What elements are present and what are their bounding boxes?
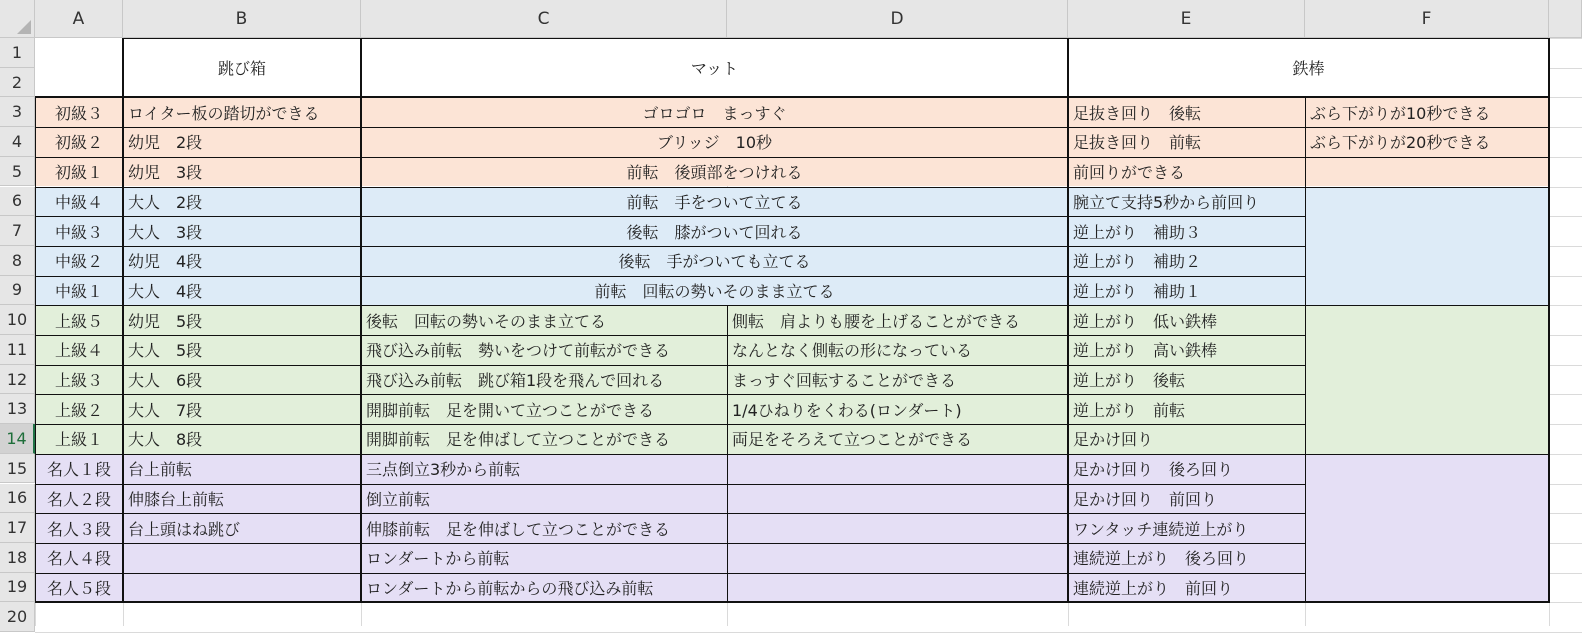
- tetsubou-e-cell[interactable]: 逆上がり 高い鉄棒: [1073, 341, 1218, 361]
- tetsubou-e-cell[interactable]: 足かけ回り 前回り: [1073, 489, 1218, 509]
- level-cell[interactable]: 中級２: [54, 252, 103, 272]
- level-cell[interactable]: 初級１: [54, 163, 103, 183]
- tetsubou-e-cell[interactable]: 逆上がり 前転: [1073, 400, 1186, 420]
- column-header-e[interactable]: E: [1068, 0, 1305, 38]
- header-tetsubou[interactable]: 鉄棒: [1292, 59, 1325, 79]
- level-cell[interactable]: 名人１段: [46, 460, 111, 480]
- tobibako-cell[interactable]: 台上頭はね跳び: [128, 519, 241, 539]
- level-cell[interactable]: 名人３段: [46, 519, 111, 539]
- cell-border-h: [35, 305, 1306, 306]
- tetsubou-e-cell[interactable]: 前回りができる: [1073, 163, 1186, 183]
- column-header-empty[interactable]: [1549, 0, 1582, 38]
- mat-merged-cell[interactable]: 後転 膝がついて回れる: [626, 222, 803, 242]
- tetsubou-f-cell[interactable]: [1305, 157, 1549, 187]
- row-header-7[interactable]: 7: [0, 216, 35, 246]
- cell-border-h: [1305, 127, 1550, 128]
- cell-border-h: [1305, 305, 1550, 306]
- cell-border-v: [727, 305, 728, 602]
- cell-border-h: [35, 157, 1306, 158]
- mat-d-cell[interactable]: [727, 573, 1068, 603]
- row-header-2[interactable]: 2: [0, 68, 35, 98]
- tobibako-cell[interactable]: 大人 8段: [128, 430, 203, 450]
- mat-d-cell[interactable]: 側転 肩よりも腰を上げることができる: [732, 311, 1021, 331]
- row-header-5[interactable]: 5: [0, 157, 35, 187]
- tetsubou-f-cell[interactable]: ぶら下がりが20秒できる: [1310, 133, 1491, 153]
- tobibako-cell[interactable]: 幼児 3段: [128, 163, 203, 183]
- tobibako-cell[interactable]: 大人 3段: [128, 222, 203, 242]
- row-header-18[interactable]: 18: [0, 543, 35, 573]
- cell-border-v: [122, 38, 124, 602]
- row-header-15[interactable]: 15: [0, 454, 35, 484]
- tobibako-cell[interactable]: 伸膝台上前転: [128, 489, 225, 509]
- tetsubou-e-cell[interactable]: 逆上がり 後転: [1073, 371, 1186, 391]
- tetsubou-e-cell[interactable]: 連続逆上がり 後ろ回り: [1073, 549, 1250, 569]
- column-header-c[interactable]: C: [361, 0, 727, 38]
- level-cell[interactable]: 中級３: [54, 222, 103, 242]
- tobibako-cell[interactable]: 幼児 4段: [128, 252, 203, 272]
- column-header-f[interactable]: F: [1305, 0, 1549, 38]
- tobibako-cell[interactable]: 大人 7段: [128, 400, 203, 420]
- row-header-3[interactable]: 3: [0, 97, 35, 127]
- mat-c-cell[interactable]: 飛び込み前転 跳び箱1段を飛んで回れる: [366, 371, 665, 391]
- tetsubou-e-cell[interactable]: 足抜き回り 前転: [1073, 133, 1202, 153]
- row-header-17[interactable]: 17: [0, 513, 35, 543]
- tetsubou-e-cell[interactable]: 逆上がり 低い鉄棒: [1073, 311, 1218, 331]
- row-header-13[interactable]: 13: [0, 394, 35, 424]
- cell-border-v: [35, 97, 36, 602]
- cell-border-h: [35, 513, 1306, 514]
- level-cell[interactable]: 上級５: [54, 311, 103, 331]
- level-cell[interactable]: 中級４: [54, 192, 103, 212]
- tetsubou-e-cell[interactable]: 足抜き回り 後転: [1073, 103, 1202, 123]
- mat-d-cell[interactable]: 両足をそろえて立つことができる: [732, 430, 973, 450]
- mat-merged-cell[interactable]: 前転 回転の勢いそのまま立てる: [594, 281, 835, 301]
- level-cell[interactable]: 初級２: [54, 133, 103, 153]
- level-cell[interactable]: 上級３: [54, 371, 103, 391]
- tobibako-cell[interactable]: 大人 5段: [128, 341, 203, 361]
- cell-border-h: [35, 335, 1306, 336]
- row-header-11[interactable]: 11: [0, 335, 35, 365]
- column-header-b[interactable]: B: [123, 0, 361, 38]
- row-header-6[interactable]: 6: [0, 187, 35, 217]
- level-cell[interactable]: 中級１: [54, 281, 103, 301]
- tetsubou-e-cell[interactable]: ワンタッチ連続逆上がり: [1073, 519, 1249, 539]
- cell-border-h: [35, 424, 1306, 425]
- row-header-19[interactable]: 19: [0, 573, 35, 603]
- mat-c-cell[interactable]: 三点倒立3秒から前転: [366, 460, 521, 480]
- tobibako-cell[interactable]: 台上前転: [128, 460, 193, 480]
- mat-d-cell[interactable]: [727, 454, 1068, 484]
- tobibako-cell[interactable]: 大人 2段: [128, 192, 203, 212]
- row-header-9[interactable]: 9: [0, 276, 35, 306]
- level-cell[interactable]: 上級２: [54, 400, 103, 420]
- tobibako-cell[interactable]: 大人 4段: [128, 281, 203, 301]
- cell-border-h: [35, 454, 1306, 455]
- cell-border-h: [1305, 157, 1550, 158]
- level-cell[interactable]: 名人４段: [46, 549, 111, 569]
- select-all-triangle-icon: [17, 20, 31, 34]
- tobibako-cell[interactable]: [123, 543, 361, 573]
- cell-border-h: [35, 246, 1306, 247]
- tetsubou-e-cell[interactable]: 足かけ回り 後ろ回り: [1073, 460, 1234, 480]
- mat-d-cell[interactable]: まっすぐ回転することができる: [732, 371, 957, 391]
- level-cell[interactable]: 名人５段: [46, 578, 111, 598]
- cell-border-h: [35, 187, 1306, 188]
- row-header-12[interactable]: 12: [0, 365, 35, 395]
- cell-border-h: [35, 601, 1550, 603]
- cell-border-h: [35, 365, 1306, 366]
- tetsubou-e-cell[interactable]: 逆上がり 補助１: [1073, 281, 1202, 301]
- tobibako-cell[interactable]: ロイター板の踏切ができる: [128, 103, 320, 123]
- row-header-14[interactable]: 14: [0, 424, 35, 454]
- cell-border-v: [1305, 97, 1306, 602]
- row-header-20[interactable]: 20: [0, 602, 35, 632]
- mat-d-cell[interactable]: [727, 484, 1068, 514]
- cell-border-h: [35, 543, 1306, 544]
- column-header-a[interactable]: A: [35, 0, 123, 38]
- tetsubou-e-cell[interactable]: 足かけ回り: [1073, 430, 1154, 450]
- cell-border-h: [35, 484, 1306, 485]
- mat-c-cell[interactable]: 倒立前転: [366, 489, 431, 509]
- cell-border-h: [35, 276, 1306, 277]
- header-tobibako[interactable]: 跳び箱: [217, 59, 266, 79]
- tetsubou-f-cell[interactable]: ぶら下がりが10秒できる: [1310, 103, 1491, 123]
- mat-c-cell[interactable]: 開脚前転 足を開いて立つことができる: [366, 400, 655, 420]
- cell-border-h: [35, 573, 1306, 574]
- row-header-8[interactable]: 8: [0, 246, 35, 276]
- row-header-4[interactable]: 4: [0, 127, 35, 157]
- mat-d-cell[interactable]: [727, 543, 1068, 573]
- cell-border-h: [35, 127, 1306, 128]
- tobibako-cell[interactable]: 幼児 5段: [128, 311, 203, 331]
- cell-border-h: [1305, 454, 1550, 455]
- row-header-10[interactable]: 10: [0, 305, 35, 335]
- tetsubou-e-cell[interactable]: 逆上がり 補助２: [1073, 252, 1202, 272]
- mat-merged-cell[interactable]: ブリッジ 10秒: [656, 133, 773, 153]
- cell-border-h: [35, 96, 1550, 98]
- mat-merged-cell[interactable]: 前転 手をついて立てる: [626, 192, 803, 212]
- select-all-corner[interactable]: [0, 0, 35, 38]
- cell-border-h: [35, 394, 1306, 395]
- mat-d-cell[interactable]: 1/4ひねりをくわる(ロンダート): [732, 400, 962, 420]
- cell-border-h: [1305, 187, 1550, 188]
- tetsubou-e-cell[interactable]: 逆上がり 補助３: [1073, 222, 1202, 242]
- tobibako-cell[interactable]: 大人 6段: [128, 371, 203, 391]
- level-cell[interactable]: 名人２段: [46, 489, 111, 509]
- tobibako-cell[interactable]: [123, 573, 361, 603]
- mat-d-cell[interactable]: なんとなく側転の形になっている: [732, 341, 973, 361]
- mat-c-cell[interactable]: 後転 回転の勢いそのまま立てる: [366, 311, 607, 331]
- level-cell[interactable]: 上級４: [54, 341, 103, 361]
- mat-c-cell[interactable]: ロンダートから前転: [366, 549, 510, 569]
- header-mat[interactable]: マット: [690, 59, 739, 79]
- mat-merged-cell[interactable]: 前転 後頭部をつけれる: [626, 163, 803, 183]
- cell-border-v: [1067, 38, 1069, 602]
- column-header-d[interactable]: D: [727, 0, 1068, 38]
- row-header-1[interactable]: 1: [0, 38, 35, 68]
- row-header-16[interactable]: 16: [0, 484, 35, 514]
- tetsubou-e-cell[interactable]: 腕立て支持5秒から前回り: [1073, 192, 1260, 212]
- cell-border-h: [35, 216, 1306, 217]
- mat-c-cell[interactable]: ロンダートから前転からの飛び込み前転: [366, 578, 654, 598]
- mat-c-cell[interactable]: 開脚前転 足を伸ばして立つことができる: [366, 430, 671, 450]
- cell-border-v: [360, 38, 362, 602]
- mat-d-cell[interactable]: [727, 513, 1068, 543]
- tetsubou-e-cell[interactable]: 連続逆上がり 前回り: [1073, 578, 1234, 598]
- cell-border-v: [1548, 38, 1550, 602]
- level-cell[interactable]: 上級１: [54, 430, 103, 450]
- tobibako-cell[interactable]: 幼児 2段: [128, 133, 203, 153]
- cell-border-h: [123, 38, 1550, 39]
- mat-merged-cell[interactable]: 後転 手がついても立てる: [618, 252, 811, 272]
- mat-c-cell[interactable]: 飛び込み前転 勢いをつけて前転ができる: [366, 341, 671, 361]
- mat-c-cell[interactable]: 伸膝前転 足を伸ばして立つことができる: [366, 519, 671, 539]
- mat-merged-cell[interactable]: ゴロゴロ まっすぐ: [642, 103, 787, 123]
- level-cell[interactable]: 初級３: [54, 103, 103, 123]
